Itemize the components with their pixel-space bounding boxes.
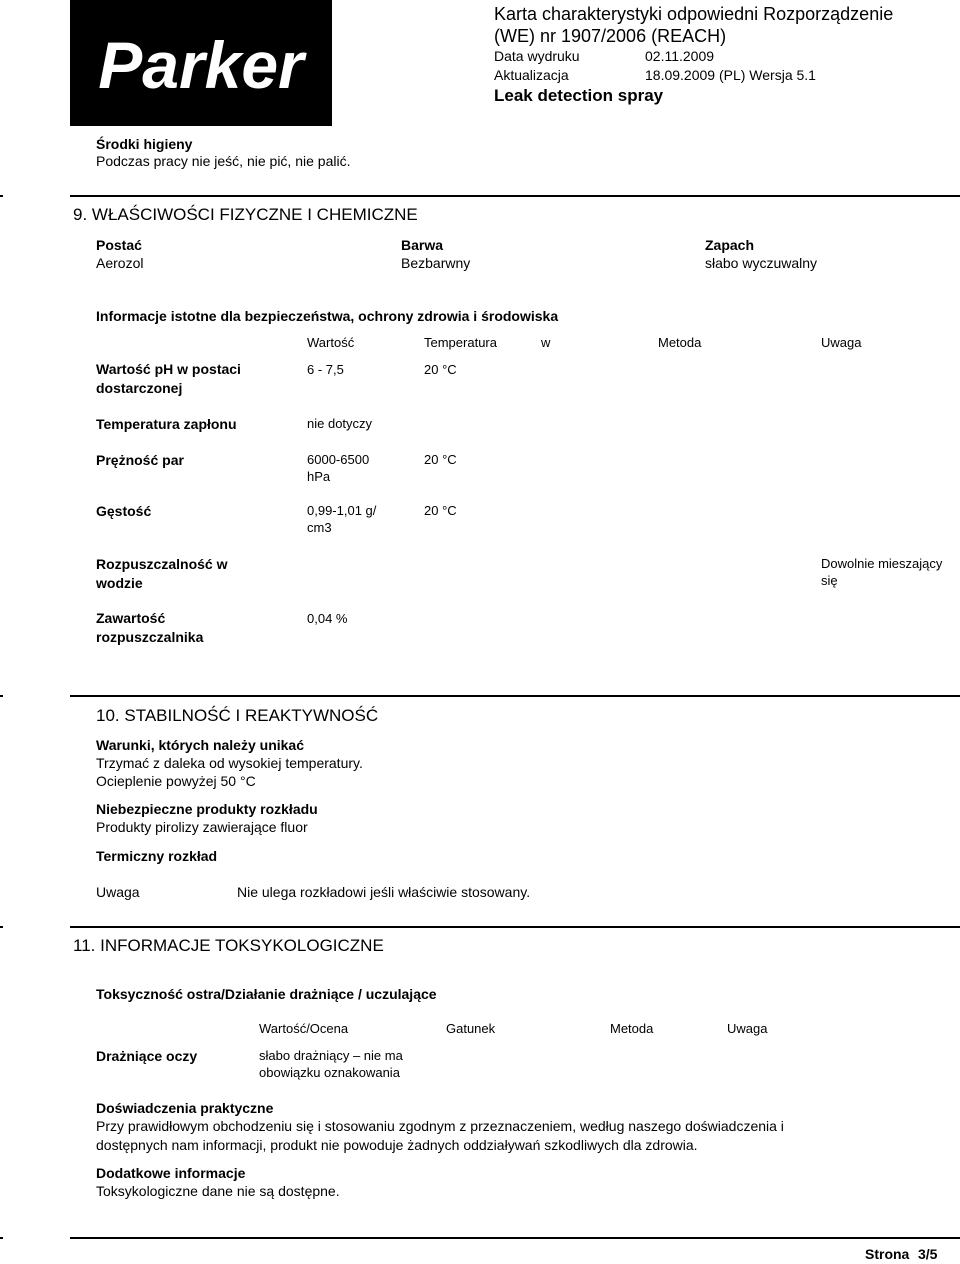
col-header-w: w [541,335,551,350]
prop-value-odor: słabo wyczuwalny [705,255,818,271]
update-value: 18.09.2009 (PL) Wersja 5.1 [645,67,816,83]
avoid-conditions-line1: Trzymać z daleka od wysokiej temperatury. [96,755,363,771]
thermal-decomposition-title: Termiczny rozkład [96,848,218,864]
tox-col-method: Metoda [610,1021,654,1036]
row-temp-density: 20 °C [424,503,457,518]
row-temp-vapor-pressure: 20 °C [424,452,457,467]
row-label-solvent-content: Zawartość rozpuszczalnika [96,610,204,645]
row-label-flash-point: Temperatura zapłonu [96,416,237,432]
parker-logo [70,0,332,126]
section-divider [70,926,960,928]
footer-divider [70,1237,960,1239]
col-header-temperature: Temperatura [424,335,497,350]
logo-text: Parker [98,28,304,102]
row-label-density: Gęstość [96,503,152,519]
safety-info-title: Informacje istotne dla bezpieczeństwa, ochrony zdrowia i środowiska [96,308,559,324]
tox-col-species: Gatunek [446,1021,496,1036]
row-value-ph: 6 - 7,5 [307,362,344,377]
print-date-label: Data wydruku [494,48,580,64]
page-label: Strona [865,1246,910,1262]
section9-title: 9. WŁAŚCIWOŚCI FIZYCZNE I CHEMICZNE [73,205,418,224]
practical-experience-title: Doświadczenia praktyczne [96,1100,274,1116]
eye-irritation-label: Drażniące oczy [96,1048,198,1064]
hygiene-title: Środki higieny [96,136,193,152]
row-label-solubility: Rozpuszczalność w wodzie [96,556,228,591]
row-label-vapor-pressure: Prężność par [96,452,184,468]
print-date-value: 02.11.2009 [645,48,715,64]
prop-value-form: Aerozol [96,255,144,271]
avoid-conditions-title: Warunki, których należy unikać [96,737,304,753]
row-value-vapor-pressure: 6000-6500 hPa [307,452,370,484]
col-header-note: Uwaga [821,335,862,350]
row-label-ph: Wartość pH w postaci dostarczonej [96,361,241,396]
hazardous-decomposition-title: Niebezpieczne produkty rozkładu [96,801,318,817]
practical-experience-text: Przy prawidłowym obchodzeniu się i stosowaniu zgodnym z przeznaczeniem, według naszego doświadczenia i dostępnych nam informacji, produkt nie powoduje żadnych oddziaływań szkodliwych dla zdrowia. [96,1118,784,1153]
acute-toxicity-title: Toksyczność ostra/Działanie drażniące / uczulające [96,986,437,1002]
section-divider [70,195,960,197]
section10-title: 10. STABILNOŚĆ I REAKTYWNOŚĆ [96,706,379,725]
margin-tick [0,195,3,197]
section-divider [70,695,960,697]
prop-value-color: Bezbarwny [401,255,471,271]
avoid-conditions-line2: Ocieplenie powyżej 50 °C [96,773,256,789]
margin-tick [0,695,3,697]
additional-info-title: Dodatkowe informacje [96,1165,246,1181]
thermal-note-label: Uwaga [96,884,140,900]
update-label: Aktualizacja [494,67,569,83]
row-value-density: 0,99-1,01 g/ cm3 [307,503,377,535]
thermal-note-text: Nie ulega rozkładowi jeśli właściwie stosowany. [237,884,531,900]
tox-col-value: Wartość/Ocena [259,1021,349,1036]
margin-tick [0,1237,3,1239]
product-name: Leak detection spray [494,86,664,105]
additional-info-text: Toksykologiczne dane nie są dostępne. [96,1183,340,1199]
prop-label-odor: Zapach [705,237,755,253]
document-title-line2: (WE) nr 1907/2006 (REACH) [494,26,727,46]
eye-irritation-value: słabo drażniący – nie ma obowiązku oznakowania [259,1048,403,1080]
section11-title: 11. INFORMACJE TOKSYKOLOGICZNE [73,936,384,955]
page-number: 3/5 [918,1246,938,1262]
row-note-solubility: Dowolnie mieszający się [821,556,943,588]
prop-label-color: Barwa [401,237,444,253]
hygiene-text: Podczas pracy nie jeść, nie pić, nie palić. [96,153,351,169]
tox-col-note: Uwaga [727,1021,768,1036]
col-header-method: Metoda [658,335,702,350]
col-header-value: Wartość [307,335,355,350]
prop-label-form: Postać [96,237,142,253]
margin-tick [0,926,3,928]
hazardous-decomposition-text: Produkty pirolizy zawierające fluor [96,819,308,835]
document-title-line1: Karta charakterystyki odpowiedni Rozporządzenie [494,4,894,24]
row-value-flash-point: nie dotyczy [307,416,373,431]
row-value-solvent-content: 0,04 % [307,611,348,626]
row-temp-ph: 20 °C [424,362,457,377]
